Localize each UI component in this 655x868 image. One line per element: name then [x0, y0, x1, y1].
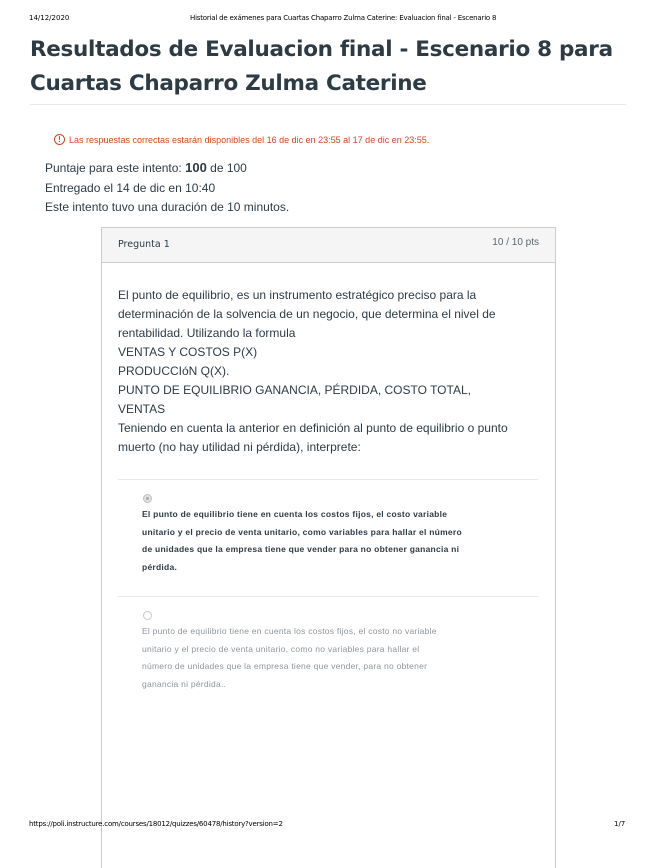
- score-label: Puntaje para este intento:: [45, 161, 186, 175]
- answer-line: ganancia ni pérdida..: [142, 678, 227, 689]
- duration-line: Este intento tuvo una duración de 10 minutos.: [45, 200, 290, 214]
- availability-notice: [54, 132, 429, 147]
- print-url: https://poli.instructure.com/courses/18012/quizzes/60478/history?version=2: [29, 820, 283, 828]
- answer-line: El punto de equilibrio tiene en cuenta los costos fijos, el costo variable: [142, 509, 448, 519]
- print-page-title: Historial de exámenes para Cuartas Chaparro Zulma Caterine: Evaluacion final - Escenario 8: [190, 14, 497, 22]
- score-total: de 100: [206, 161, 247, 175]
- score-line: [45, 158, 289, 179]
- notice-text: Las respuestas correctas estarán disponibles del 16 de dic en 23:55 al 17 de dic en 23:55.: [69, 134, 430, 145]
- answer-line: unitario y el precio de venta unitario, como variables para hallar el número: [142, 526, 462, 537]
- question-line: PUNTO DE EQUILIBRIO GANANCIA, PÉRDIDA, COSTO TOTAL,: [118, 383, 471, 397]
- page-title: Resultados de Evaluacion final - Escenario 8 para Cuartas Chaparro Zulma Caterine: [30, 37, 613, 96]
- question-header: [102, 228, 555, 263]
- question-label: Pregunta 1: [118, 239, 170, 250]
- question-points: 10 / 10 pts: [492, 237, 539, 248]
- question-line: Teniendo en cuenta la anterior en definición al punto de equilibrio o punto: [118, 421, 508, 435]
- answer-option-1: [142, 506, 522, 576]
- answer-line: unitario y el precio de venta unitario, como no variables para hallar el: [142, 643, 420, 654]
- question-line: determinación de la solvencia de un negocio, que determina el nivel de: [118, 307, 496, 321]
- answer-line: número de unidades que la empresa tiene que vender, para no obtener: [142, 661, 428, 671]
- question-text: [118, 286, 543, 457]
- question-line: El punto de equilibrio, es un instrumento estratégico preciso para la: [118, 288, 477, 302]
- score-value: 100: [185, 160, 207, 175]
- question-line: VENTAS Y COSTOS P(X): [118, 345, 258, 359]
- answer-radio[interactable]: [143, 611, 152, 620]
- warning-icon: !: [54, 134, 65, 145]
- attempt-summary: [45, 158, 289, 218]
- print-header: [0, 14, 655, 26]
- question-line: rentabilidad. Utilizando la formula: [118, 326, 296, 340]
- print-date: 14/12/2020: [29, 14, 70, 22]
- question-line: VENTAS: [118, 402, 166, 416]
- question-line: PRODUCCIóN Q(X).: [118, 364, 230, 378]
- question-card: [101, 227, 556, 868]
- answer-divider: [118, 479, 538, 480]
- answer-line: de unidades que la empresa tiene que vender para no obtener ganancia ni: [142, 544, 460, 554]
- print-footer: [0, 820, 655, 832]
- answer-line: El punto de equilibrio tiene en cuenta los costos fijos, el costo no variable: [142, 626, 437, 636]
- question-line: muerto (no hay utilidad ni pérdida), interprete:: [118, 440, 361, 454]
- answer-line: pérdida.: [142, 561, 178, 572]
- title-divider: [30, 104, 626, 105]
- answer-divider: [118, 596, 538, 597]
- submitted-line: Entregado el 14 de dic en 10:40: [45, 180, 216, 195]
- page-number: 1/7: [614, 820, 626, 828]
- answer-radio-selected[interactable]: [143, 494, 152, 503]
- answer-option-2: [142, 623, 522, 693]
